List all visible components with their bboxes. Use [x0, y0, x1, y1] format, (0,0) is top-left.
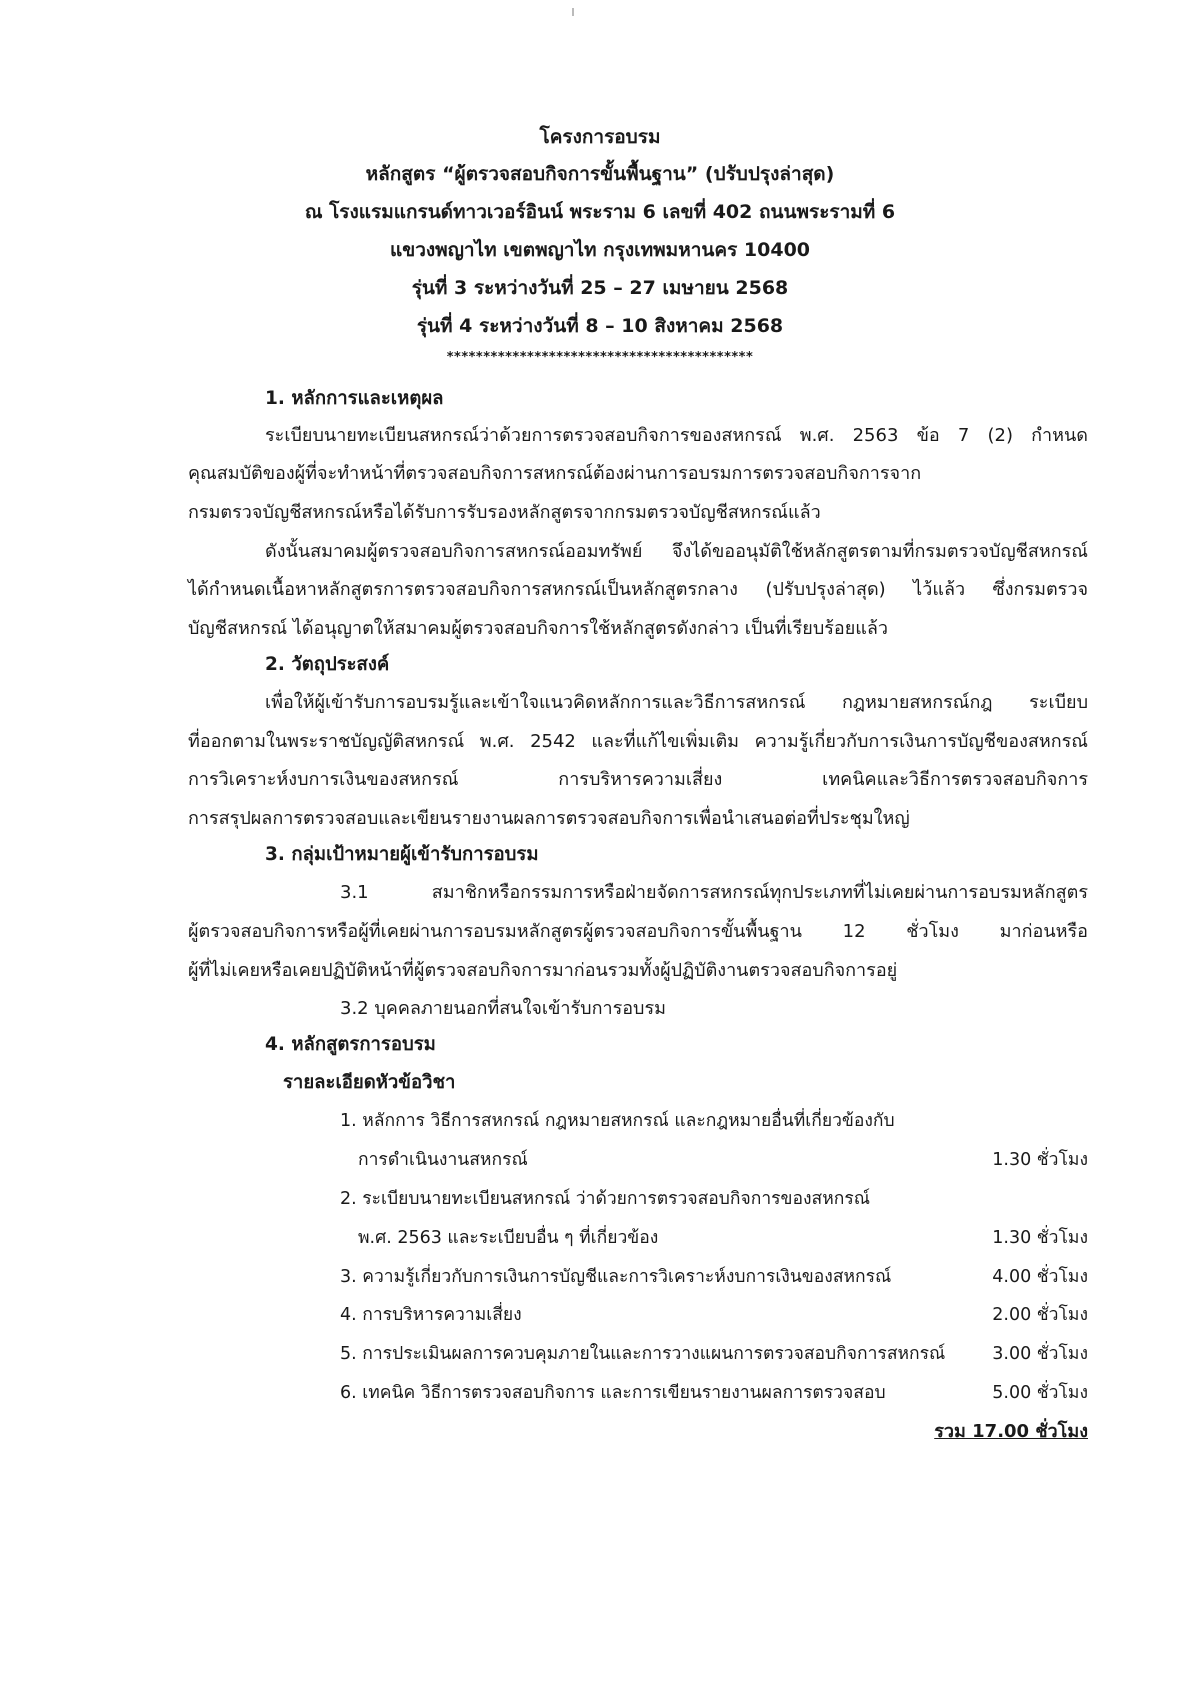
course-title: หลักสูตร “ผู้ตรวจสอบกิจการขั้นพื้นฐาน” (ปรับปรุงล่าสุด) [365, 163, 835, 185]
section-4-heading: 4. หลักสูตรการอบรม [265, 1034, 436, 1055]
batch-3-dates: รุ่นที่ 3 ระหว่างวันที่ 25 – 27 เมษายน 2568 [411, 277, 789, 299]
section-1-heading: 1. หลักการและเหตุผล [265, 388, 444, 409]
paragraph-line: ระเบียบนายทะเบียนสหกรณ์ว่าด้วยการตรวจสอบกิจการของสหกรณ์ พ.ศ. 2563 ข้อ 7 (2) กำหนด [265, 425, 1088, 446]
section-3-heading: 3. กลุ่มเป้าหมายผู้เข้ารับการอบรม [265, 844, 539, 865]
course-item-4-hours: 2.00 ชั่วโมง [992, 1305, 1088, 1325]
paragraph-line: คุณสมบัติของผู้ที่จะทำหน้าที่ตรวจสอบกิจการสหกรณ์ต้องผ่านการอบรมการตรวจสอบกิจการจาก [188, 463, 922, 484]
course-item-1: 1. หลักการ วิธีการสหกรณ์ กฎหมายสหกรณ์ และกฎหมายอื่นที่เกี่ยวข้องกับ [340, 1111, 895, 1131]
paragraph-line: ได้กำหนดเนื้อหาหลักสูตรการตรวจสอบกิจการสหกรณ์เป็นหลักสูตรกลาง (ปรับปรุงล่าสุด) ไว้แล้ว ซึ่งกรมตรวจ [188, 579, 1088, 600]
project-title: โครงการอบรม [539, 126, 661, 148]
course-item-2-cont: พ.ศ. 2563 และระเบียบอื่น ๆ ที่เกี่ยวข้อง [358, 1228, 659, 1248]
venue-line: ณ โรงแรมแกรนด์ทาวเวอร์อินน์ พระราม 6 เลขที่ 402 ถนนพระรามที่ 6 [304, 201, 896, 223]
course-details-subheading: รายละเอียดหัวข้อวิชา [283, 1072, 456, 1093]
course-item-6-hours: 5.00 ชั่วโมง [992, 1383, 1088, 1403]
paragraph-line: บัญชีสหกรณ์ ได้อนุญาตให้สมาคมผู้ตรวจสอบกิจการใช้หลักสูตรดังกล่าว เป็นที่เรียบร้อยแล้ว [188, 618, 889, 639]
address-line: แขวงพญาไท เขตพญาไท กรุงเทพมหานคร 10400 [389, 239, 811, 261]
separator-stars: ****************************************** [446, 350, 754, 365]
course-item-6: 6. เทคนิค วิธีการตรวจสอบกิจการ และการเขียนรายงานผลการตรวจสอบ [340, 1383, 886, 1403]
paragraph-line: 3.1 สมาชิกหรือกรรมการหรือฝ่ายจัดการสหกรณ์ทุกประเภทที่ไม่เคยผ่านการอบรมหลักสูตร [340, 882, 1088, 903]
paragraph-line: การสรุปผลการตรวจสอบและเขียนรายงานผลการตรวจสอบกิจการเพื่อนำเสนอต่อที่ประชุมใหญ่ [188, 808, 910, 829]
course-item-2-hours: 1.30 ชั่วโมง [992, 1228, 1088, 1248]
course-item-5-hours: 3.00 ชั่วโมง [992, 1344, 1088, 1364]
course-item-2: 2. ระเบียบนายทะเบียนสหกรณ์ ว่าด้วยการตรวจสอบกิจการของสหกรณ์ [340, 1189, 871, 1209]
scan-speck [572, 8, 574, 16]
course-item-1-hours: 1.30 ชั่วโมง [992, 1150, 1088, 1170]
paragraph-line: ผู้ที่ไม่เคยหรือเคยปฏิบัติหน้าที่ผู้ตรวจสอบกิจการมาก่อนรวมทั้งผู้ปฏิบัติงานตรวจสอบกิจการอยู่ [188, 960, 898, 981]
course-item-5: 5. การประเมินผลการควบคุมภายในและการวางแผนการตรวจสอบกิจการสหกรณ์ [340, 1344, 946, 1364]
course-item-1-cont: การดำเนินงานสหกรณ์ [358, 1150, 528, 1170]
paragraph-line: ผู้ตรวจสอบกิจการหรือผู้ที่เคยผ่านการอบรมหลักสูตรผู้ตรวจสอบกิจการขั้นพื้นฐาน 12 ชั่วโมง มาก่อนหรือ [188, 921, 1088, 942]
course-item-4: 4. การบริหารความเสี่ยง [340, 1305, 522, 1325]
paragraph-line: การวิเคราะห์งบการเงินของสหกรณ์ การบริหารความเสี่ยง เทคนิคและวิธีการตรวจสอบกิจการ [188, 769, 1088, 790]
paragraph-line: ดังนั้นสมาคมผู้ตรวจสอบกิจการสหกรณ์ออมทรัพย์ จึงได้ขออนุมัติใช้หลักสูตรตามที่กรมตรวจบัญชีสหกรณ์ [265, 541, 1088, 562]
course-item-3-hours: 4.00 ชั่วโมง [992, 1267, 1088, 1287]
paragraph-line: เพื่อให้ผู้เข้ารับการอบรมรู้และเข้าใจแนวคิดหลักการและวิธีการสหกรณ์ กฎหมายสหกรณ์กฎ ระเบียบ [265, 692, 1088, 713]
course-item-3: 3. ความรู้เกี่ยวกับการเงินการบัญชีและการวิเคราะห์งบการเงินของสหกรณ์ [340, 1267, 892, 1287]
paragraph-line: ที่ออกตามในพระราชบัญญัติสหกรณ์ พ.ศ. 2542 และที่แก้ไขเพิ่มเติม ความรู้เกี่ยวกับการเงินการบัญชีของสหกรณ์ [188, 731, 1088, 752]
batch-4-dates: รุ่นที่ 4 ระหว่างวันที่ 8 – 10 สิงหาคม 2568 [416, 315, 784, 337]
section-2-heading: 2. วัตถุประสงค์ [265, 654, 390, 675]
total-hours: รวม 17.00 ชั่วโมง [934, 1421, 1088, 1442]
paragraph-line: กรมตรวจบัญชีสหกรณ์หรือได้รับการรับรองหลักสูตรจากกรมตรวจบัญชีสหกรณ์แล้ว [188, 502, 821, 523]
paragraph-line: 3.2 บุคคลภายนอกที่สนใจเข้ารับการอบรม [340, 998, 667, 1019]
